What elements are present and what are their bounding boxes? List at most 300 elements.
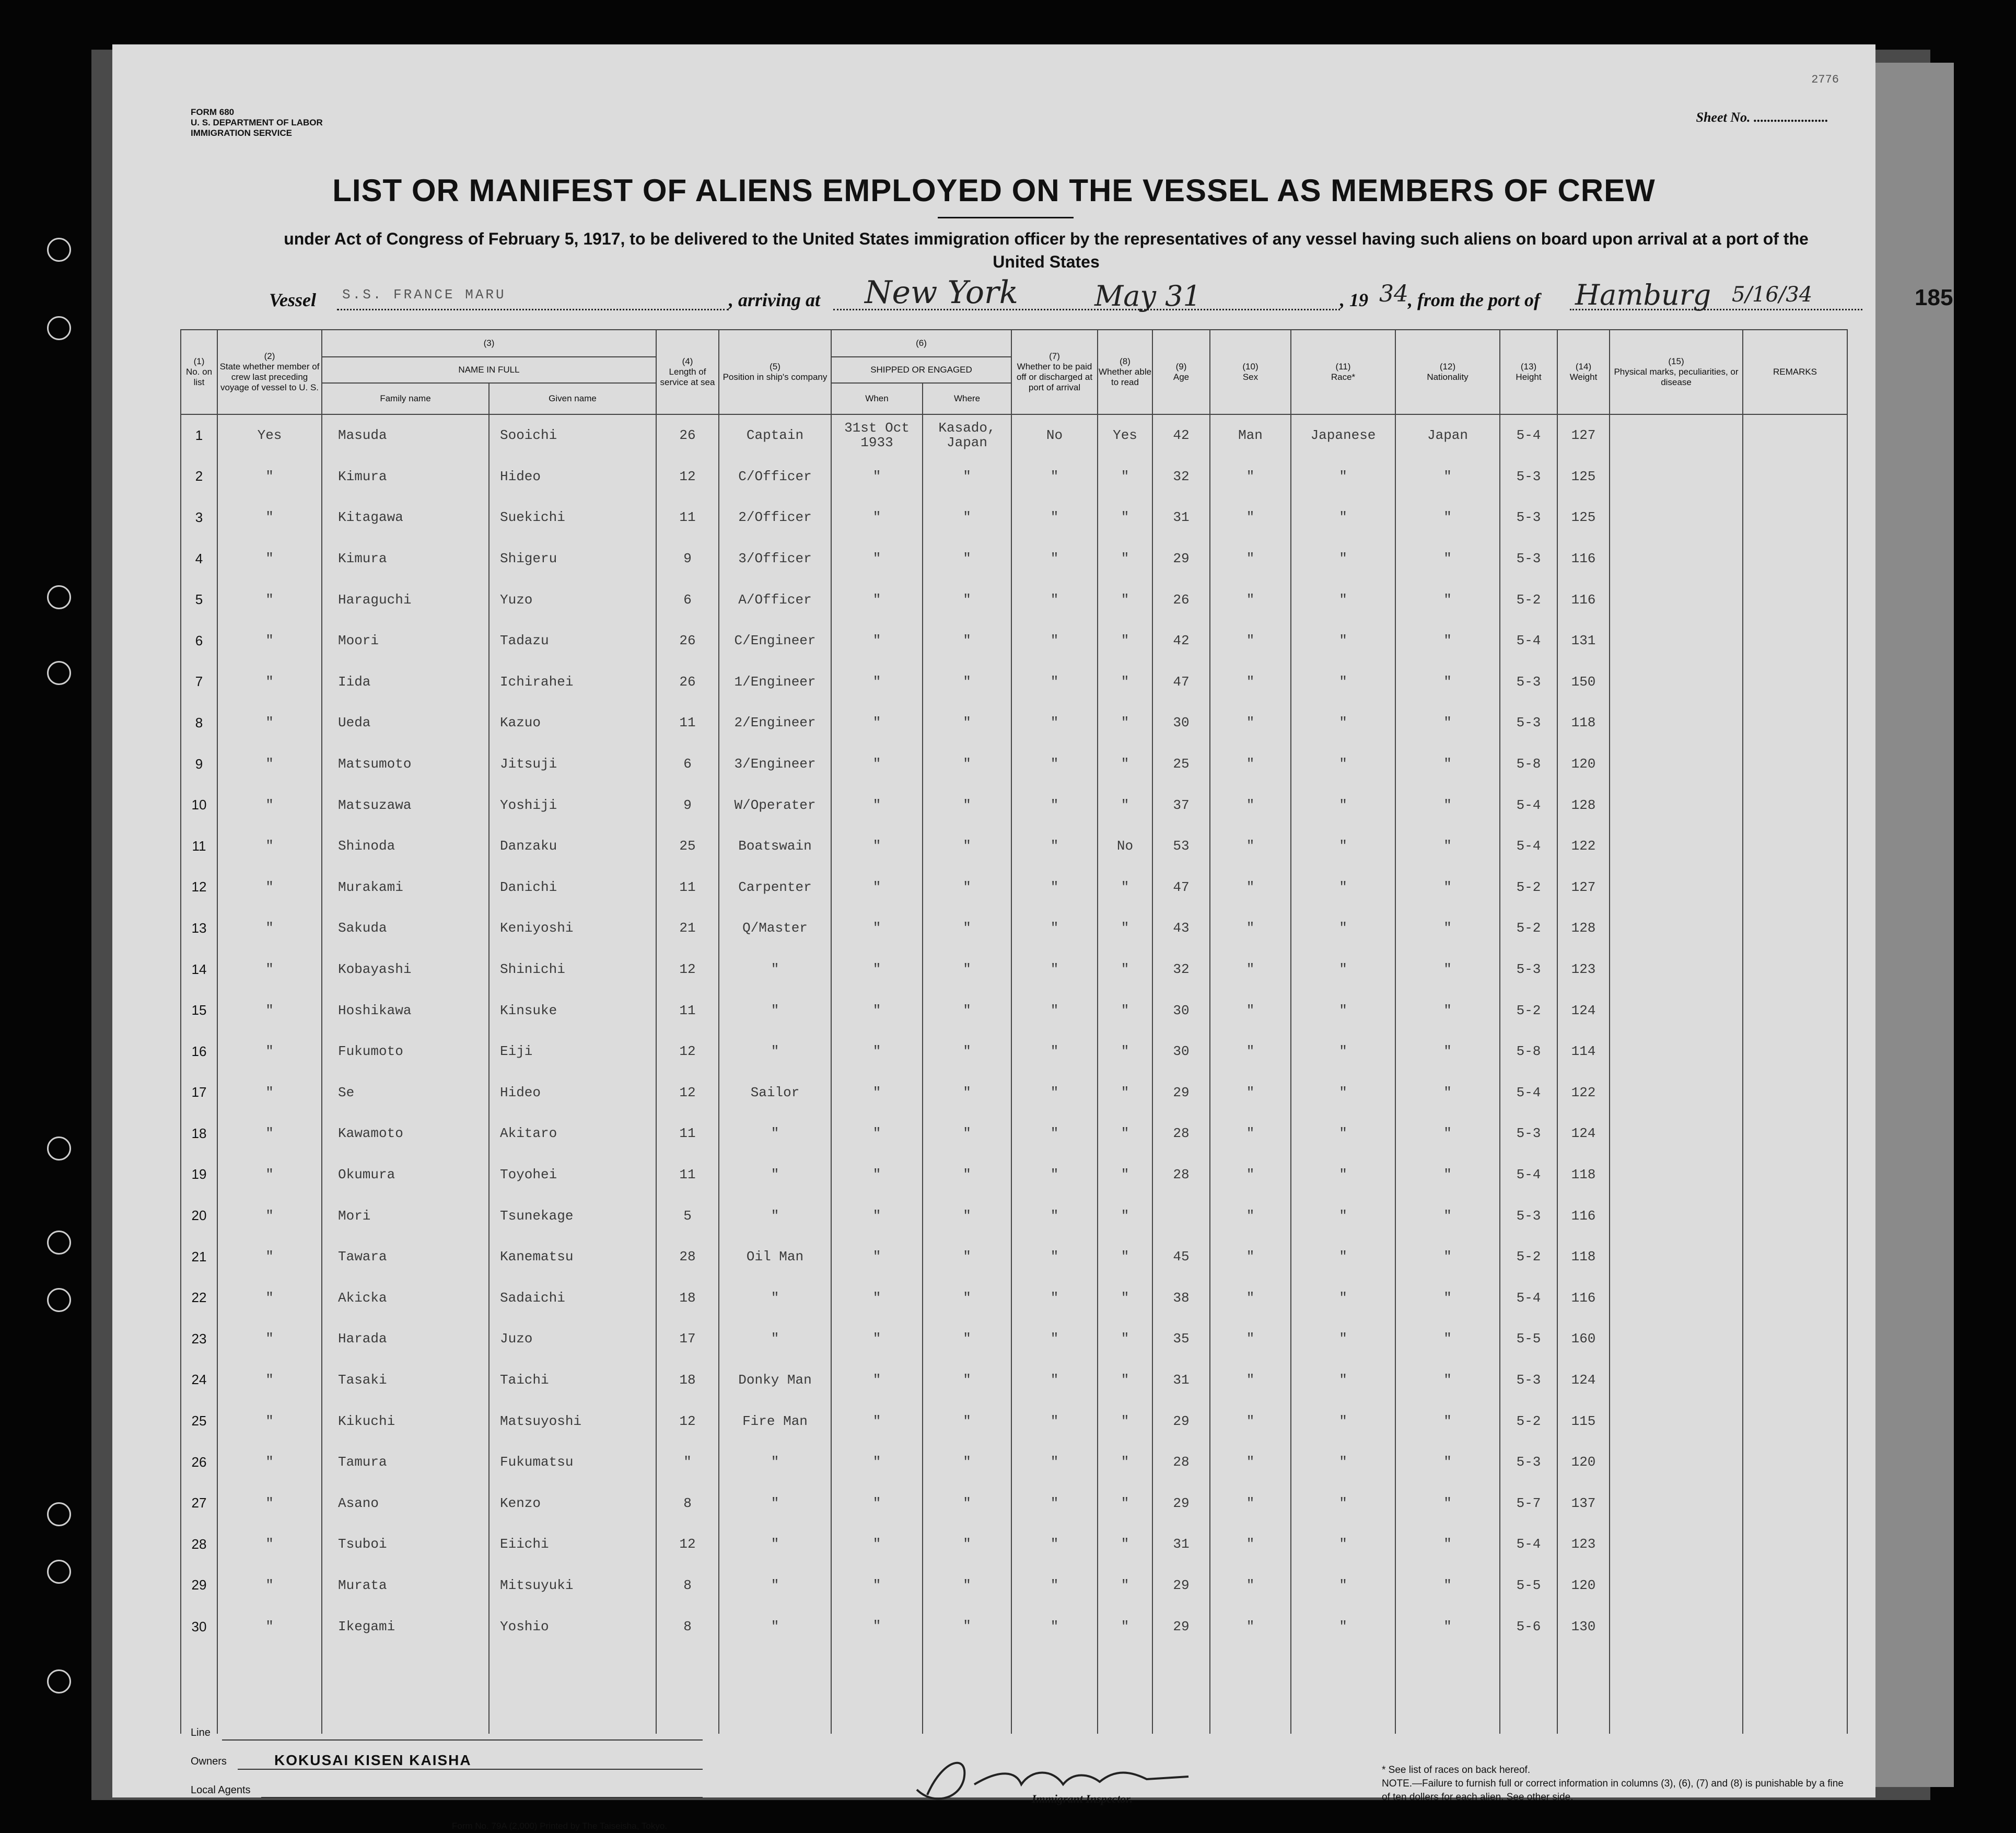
nationality-cell: " (1395, 456, 1500, 497)
sex-cell: " (1210, 456, 1291, 497)
binder-hole (47, 1669, 71, 1693)
row-number-cell: 27 (181, 1482, 217, 1524)
weight-cell: 118 (1557, 702, 1610, 744)
able-to-read-cell: " (1098, 1277, 1152, 1318)
shipped-where-cell: " (923, 702, 1011, 744)
remarks-cell (1743, 1442, 1847, 1483)
age-cell: 45 (1152, 1236, 1210, 1278)
paid-off-cell: " (1011, 456, 1098, 497)
shipped-where-cell: " (923, 1606, 1011, 1734)
prior-voyage-cell: " (217, 456, 322, 497)
prior-voyage-cell: " (217, 538, 322, 579)
weight-cell: 123 (1557, 949, 1610, 990)
row-number-cell: 5 (181, 579, 217, 620)
table-row (181, 867, 1847, 908)
able-to-read-cell: " (1098, 1031, 1152, 1072)
able-to-read-cell: " (1098, 1318, 1152, 1360)
physical-marks-cell (1610, 579, 1743, 620)
table-row (181, 497, 1847, 538)
given-name-cell: Kinsuke (489, 990, 656, 1031)
able-to-read-cell: " (1098, 456, 1152, 497)
table-row (181, 620, 1847, 662)
sex-cell: " (1210, 538, 1291, 579)
family-name-cell: Okumura (322, 1154, 489, 1196)
table-row (181, 949, 1847, 990)
table-row (181, 744, 1847, 785)
given-name-cell: Eiichi (489, 1524, 656, 1565)
given-name-cell: Shigeru (489, 538, 656, 579)
able-to-read-cell: " (1098, 1360, 1152, 1401)
able-to-read-cell: No (1098, 826, 1152, 867)
weight-cell: 122 (1557, 1072, 1610, 1113)
binder-hole (47, 661, 71, 685)
able-to-read-cell: " (1098, 1606, 1152, 1734)
row-number-cell: 3 (181, 497, 217, 538)
age-cell: 28 (1152, 1442, 1210, 1483)
physical-marks-cell (1610, 414, 1743, 456)
row-number-cell: 10 (181, 784, 217, 826)
height-cell: 5-8 (1500, 744, 1557, 785)
shipped-where-cell: " (923, 456, 1011, 497)
family-name-cell: Matsumoto (322, 744, 489, 785)
prior-voyage-cell: " (217, 1195, 322, 1236)
physical-marks-cell (1610, 702, 1743, 744)
remarks-cell (1743, 826, 1847, 867)
family-name-cell: Shinoda (322, 826, 489, 867)
shipped-when-cell: " (831, 579, 923, 620)
given-name-cell: Suekichi (489, 497, 656, 538)
nationality-cell: " (1395, 867, 1500, 908)
age-cell: 31 (1152, 497, 1210, 538)
position-cell: " (719, 1606, 831, 1734)
physical-marks-cell (1610, 497, 1743, 538)
age-cell: 29 (1152, 1400, 1210, 1442)
service-length-cell: 12 (656, 456, 719, 497)
binder-hole (47, 1502, 71, 1526)
nationality-cell: " (1395, 1442, 1500, 1483)
able-to-read-cell: " (1098, 1565, 1152, 1606)
weight-cell: 130 (1557, 1606, 1610, 1734)
family-name-cell: Ueda (322, 702, 489, 744)
sex-cell: " (1210, 1360, 1291, 1401)
service-length-cell: 26 (656, 414, 719, 456)
family-name-cell: Fukumoto (322, 1031, 489, 1072)
table-row (181, 908, 1847, 949)
col5-header: (5) Position in ship's company (719, 330, 831, 414)
able-to-read-cell: Yes (1098, 414, 1152, 456)
position-cell: " (719, 949, 831, 990)
position-cell: " (719, 1195, 831, 1236)
shipped-where-cell: " (923, 1236, 1011, 1278)
position-cell: 2/Engineer (719, 702, 831, 744)
family-name-cell: Akicka (322, 1277, 489, 1318)
service-length-cell: 12 (656, 1400, 719, 1442)
shipped-where-cell: " (923, 662, 1011, 703)
given-name-cell: Danichi (489, 867, 656, 908)
table-row (181, 1400, 1847, 1442)
shipped-when-cell: " (831, 744, 923, 785)
nationality-cell: " (1395, 497, 1500, 538)
prior-voyage-cell: " (217, 702, 322, 744)
remarks-cell (1743, 456, 1847, 497)
col1-header: (1) No. on list (181, 330, 217, 414)
prior-voyage-cell: Yes (217, 414, 322, 456)
sheet-number (1696, 110, 1829, 125)
physical-marks-cell (1610, 1277, 1743, 1318)
given-name-cell: Eiji (489, 1031, 656, 1072)
arrival-port: New York (865, 274, 1018, 311)
sex-cell: " (1210, 1031, 1291, 1072)
physical-marks-cell (1610, 1606, 1743, 1734)
table-row (181, 1072, 1847, 1113)
age-cell: 30 (1152, 990, 1210, 1031)
weight-cell: 124 (1557, 1360, 1610, 1401)
race-cell: " (1291, 1236, 1395, 1278)
remarks-cell (1743, 1236, 1847, 1278)
row-number-cell: 13 (181, 908, 217, 949)
shipped-where-cell: " (923, 538, 1011, 579)
vessel-line (269, 274, 1953, 316)
sheet-value: ...................... (1754, 110, 1828, 125)
shipped-where-cell: Kasado, Japan (923, 414, 1011, 456)
family-name-cell: Tamura (322, 1442, 489, 1483)
binder-hole (47, 1136, 71, 1161)
position-cell: Oil Man (719, 1236, 831, 1278)
prior-voyage-cell: " (217, 620, 322, 662)
weight-cell: 118 (1557, 1154, 1610, 1196)
service-length-cell: 9 (656, 784, 719, 826)
family-name-header: Family name (322, 383, 489, 414)
service-length-cell: 6 (656, 579, 719, 620)
shipped-where-cell: " (923, 1442, 1011, 1483)
service-length-cell: 28 (656, 1236, 719, 1278)
height-cell: 5-3 (1500, 949, 1557, 990)
table-row (181, 579, 1847, 620)
family-name-cell: Tsuboi (322, 1524, 489, 1565)
family-name-cell: Tawara (322, 1236, 489, 1278)
binder-hole (47, 238, 71, 262)
row-number-cell: 8 (181, 702, 217, 744)
prior-voyage-cell: " (217, 1482, 322, 1524)
able-to-read-cell: " (1098, 908, 1152, 949)
able-to-read-cell: " (1098, 1482, 1152, 1524)
given-name-cell: Sooichi (489, 414, 656, 456)
sex-cell: " (1210, 744, 1291, 785)
position-cell: 1/Engineer (719, 662, 831, 703)
able-to-read-cell: " (1098, 1442, 1152, 1483)
nationality-cell: " (1395, 784, 1500, 826)
able-to-read-cell: " (1098, 784, 1152, 826)
paid-off-cell: No (1011, 414, 1098, 456)
shipped-where-cell: " (923, 497, 1011, 538)
prior-voyage-cell: " (217, 497, 322, 538)
physical-marks-cell (1610, 1565, 1743, 1606)
height-cell: 5-4 (1500, 1277, 1557, 1318)
col2-header: (2) State whether member of crew last preceding voyage of vessel to U. S. (217, 330, 322, 414)
form-identifier (191, 107, 323, 138)
paid-off-cell: " (1011, 784, 1098, 826)
remarks-cell (1743, 744, 1847, 785)
race-cell: " (1291, 1565, 1395, 1606)
remarks-cell (1743, 1277, 1847, 1318)
able-to-read-cell: " (1098, 662, 1152, 703)
remarks-cell (1743, 1482, 1847, 1524)
row-number-cell: 9 (181, 744, 217, 785)
page-subtitle: under Act of Congress of February 5, 1917, to be delivered to the United States immigration officer by the representatives of any vessel having such aliens on board upon arrival at a port of the United States (284, 229, 1809, 271)
remarks-cell (1743, 702, 1847, 744)
remarks-cell (1743, 620, 1847, 662)
shipped-when-cell: " (831, 1565, 923, 1606)
paid-off-cell: " (1011, 826, 1098, 867)
shipped-when-cell: " (831, 1236, 923, 1278)
prior-voyage-cell: " (217, 990, 322, 1031)
weight-cell: 127 (1557, 867, 1610, 908)
height-cell: 5-7 (1500, 1482, 1557, 1524)
table-row (181, 1565, 1847, 1606)
service-length-cell: 26 (656, 620, 719, 662)
owners-label: Owners (191, 1756, 227, 1767)
shipped-when-cell: " (831, 1482, 923, 1524)
race-cell: " (1291, 1318, 1395, 1360)
physical-marks-cell (1610, 1400, 1743, 1442)
nationality-cell: " (1395, 1113, 1500, 1154)
year-prefix: , 19 (1340, 289, 1368, 310)
paid-off-cell: " (1011, 702, 1098, 744)
printer-line: Form No. 79A (2,000) Printed by The Taiseisha, Tokyo. (452, 1821, 667, 1831)
age-cell: 35 (1152, 1318, 1210, 1360)
given-name-cell: Tadazu (489, 620, 656, 662)
physical-marks-cell (1610, 1113, 1743, 1154)
service-length-cell: 11 (656, 867, 719, 908)
position-cell: Fire Man (719, 1400, 831, 1442)
able-to-read-cell: " (1098, 538, 1152, 579)
manifest-page (112, 44, 1953, 1831)
race-cell: " (1291, 867, 1395, 908)
binder-hole (47, 316, 71, 340)
prior-voyage-cell: " (217, 1606, 322, 1734)
weight-cell: 127 (1557, 414, 1610, 456)
weight-cell: 116 (1557, 579, 1610, 620)
able-to-read-cell: " (1098, 1154, 1152, 1196)
remarks-cell (1743, 1195, 1847, 1236)
height-cell: 5-2 (1500, 990, 1557, 1031)
row-number-cell: 18 (181, 1113, 217, 1154)
nationality-cell: " (1395, 908, 1500, 949)
row-number-cell: 7 (181, 662, 217, 703)
able-to-read-cell: " (1098, 1236, 1152, 1278)
nationality-cell: Japan (1395, 414, 1500, 456)
age-cell: 31 (1152, 1360, 1210, 1401)
row-number-cell: 12 (181, 867, 217, 908)
prior-voyage-cell: " (217, 867, 322, 908)
weight-cell: 124 (1557, 990, 1610, 1031)
remarks-cell (1743, 1031, 1847, 1072)
family-name-cell: Hoshikawa (322, 990, 489, 1031)
age-cell: 47 (1152, 662, 1210, 703)
table-row (181, 1154, 1847, 1196)
position-cell: " (719, 1113, 831, 1154)
given-name-cell: Juzo (489, 1318, 656, 1360)
remarks-cell (1743, 1606, 1847, 1734)
race-cell: " (1291, 744, 1395, 785)
physical-marks-cell (1610, 1236, 1743, 1278)
height-cell: 5-5 (1500, 1318, 1557, 1360)
position-cell: Boatswain (719, 826, 831, 867)
nationality-cell: " (1395, 949, 1500, 990)
given-name-cell: Kanematsu (489, 1236, 656, 1278)
shipped-where-cell: " (923, 1154, 1011, 1196)
table-row (181, 1360, 1847, 1401)
nationality-cell: " (1395, 620, 1500, 662)
service-length-cell: " (656, 1442, 719, 1483)
shipped-where-cell: " (923, 744, 1011, 785)
agents-label: Local Agents (191, 1784, 251, 1796)
able-to-read-cell: " (1098, 497, 1152, 538)
nationality-cell: " (1395, 1236, 1500, 1278)
where-header: Where (923, 383, 1011, 414)
vessel-label: Vessel (269, 289, 316, 310)
given-name-cell: Keniyoshi (489, 908, 656, 949)
able-to-read-cell: " (1098, 620, 1152, 662)
row-number-cell: 20 (181, 1195, 217, 1236)
shipped-when-cell: " (831, 1072, 923, 1113)
table-row (181, 1277, 1847, 1318)
family-name-cell: Kitagawa (322, 497, 489, 538)
able-to-read-cell: " (1098, 702, 1152, 744)
race-cell: " (1291, 1195, 1395, 1236)
paid-off-cell: " (1011, 1482, 1098, 1524)
position-cell: " (719, 990, 831, 1031)
height-cell: 5-8 (1500, 1031, 1557, 1072)
service-length-cell: 12 (656, 949, 719, 990)
family-name-cell: Iida (322, 662, 489, 703)
able-to-read-cell: " (1098, 1524, 1152, 1565)
footnote (1382, 1764, 1852, 1804)
age-cell: 53 (1152, 826, 1210, 867)
race-cell: " (1291, 949, 1395, 990)
able-to-read-cell: " (1098, 1113, 1152, 1154)
prior-voyage-cell: " (217, 908, 322, 949)
nationality-cell: " (1395, 1318, 1500, 1360)
weight-cell: 128 (1557, 908, 1610, 949)
position-cell: A/Officer (719, 579, 831, 620)
service-length-cell: 18 (656, 1277, 719, 1318)
age-cell (1152, 1195, 1210, 1236)
race-cell: Japanese (1291, 414, 1395, 456)
given-name-cell: Ichirahei (489, 662, 656, 703)
given-name-cell: Sadaichi (489, 1277, 656, 1318)
service-length-cell: 6 (656, 744, 719, 785)
remarks-cell (1743, 1360, 1847, 1401)
shipped-where-cell: " (923, 1072, 1011, 1113)
shipped-when-cell: " (831, 784, 923, 826)
position-cell: Captain (719, 414, 831, 456)
height-cell: 5-3 (1500, 1360, 1557, 1401)
service-length-cell: 26 (656, 662, 719, 703)
row-number-cell: 14 (181, 949, 217, 990)
remarks-cell (1743, 1400, 1847, 1442)
year-suffix: 34 (1379, 281, 1408, 307)
row-number-cell: 21 (181, 1236, 217, 1278)
weight-cell: 125 (1557, 497, 1610, 538)
physical-marks-cell (1610, 867, 1743, 908)
paid-off-cell: " (1011, 1236, 1098, 1278)
paid-off-cell: " (1011, 949, 1098, 990)
nationality-cell: " (1395, 1154, 1500, 1196)
race-cell: " (1291, 538, 1395, 579)
departure-rule (1570, 309, 1862, 310)
paid-off-cell: " (1011, 908, 1098, 949)
paid-off-cell: " (1011, 1565, 1098, 1606)
shipped-when-cell: " (831, 990, 923, 1031)
age-cell: 28 (1152, 1113, 1210, 1154)
paid-off-cell: " (1011, 662, 1098, 703)
physical-marks-cell (1610, 1154, 1743, 1196)
remarks-cell (1743, 414, 1847, 456)
weight-cell: 160 (1557, 1318, 1610, 1360)
age-cell: 29 (1152, 1565, 1210, 1606)
given-name-cell: Hideo (489, 1072, 656, 1113)
sex-cell: " (1210, 497, 1291, 538)
table-row (181, 826, 1847, 867)
race-cell: " (1291, 1606, 1395, 1734)
physical-marks-cell (1610, 908, 1743, 949)
age-cell: 29 (1152, 1072, 1210, 1113)
shipped-where-cell: " (923, 620, 1011, 662)
family-name-cell: Kimura (322, 538, 489, 579)
prior-voyage-cell: " (217, 1277, 322, 1318)
service-length-cell: 9 (656, 538, 719, 579)
shipped-when-cell: " (831, 1442, 923, 1483)
when-header: When (831, 383, 923, 414)
position-cell: C/Engineer (719, 620, 831, 662)
shipped-when-cell: " (831, 1277, 923, 1318)
weight-cell: 128 (1557, 784, 1610, 826)
table-row (181, 1113, 1847, 1154)
row-number-cell: 24 (181, 1360, 217, 1401)
col9-header: (9) Age (1152, 330, 1210, 414)
able-to-read-cell: " (1098, 744, 1152, 785)
shipped-where-cell: " (923, 1195, 1011, 1236)
physical-marks-cell (1610, 826, 1743, 867)
family-name-cell: Kimura (322, 456, 489, 497)
table-row (181, 1318, 1847, 1360)
family-name-cell: Kikuchi (322, 1400, 489, 1442)
remarks-cell (1743, 1113, 1847, 1154)
race-cell: " (1291, 1277, 1395, 1318)
sex-cell: " (1210, 1400, 1291, 1442)
row-number-cell: 22 (181, 1277, 217, 1318)
departure-port: Hamburg (1575, 279, 1711, 311)
paid-off-cell: " (1011, 1606, 1098, 1734)
able-to-read-cell: " (1098, 1195, 1152, 1236)
paid-off-cell: " (1011, 1072, 1098, 1113)
table-row (181, 456, 1847, 497)
remarks-cell (1743, 662, 1847, 703)
given-name-cell: Kenzo (489, 1482, 656, 1524)
race-cell: " (1291, 497, 1395, 538)
service-length-cell: 12 (656, 1031, 719, 1072)
shipped-where-cell: " (923, 1400, 1011, 1442)
arrival-date: May 31 (1094, 280, 1201, 312)
age-cell: 28 (1152, 1154, 1210, 1196)
remarks-cell (1743, 990, 1847, 1031)
physical-marks-cell (1610, 949, 1743, 990)
family-name-cell: Matsuzawa (322, 784, 489, 826)
able-to-read-cell: " (1098, 1400, 1152, 1442)
nationality-cell: " (1395, 1277, 1500, 1318)
paid-off-cell: " (1011, 1318, 1098, 1360)
